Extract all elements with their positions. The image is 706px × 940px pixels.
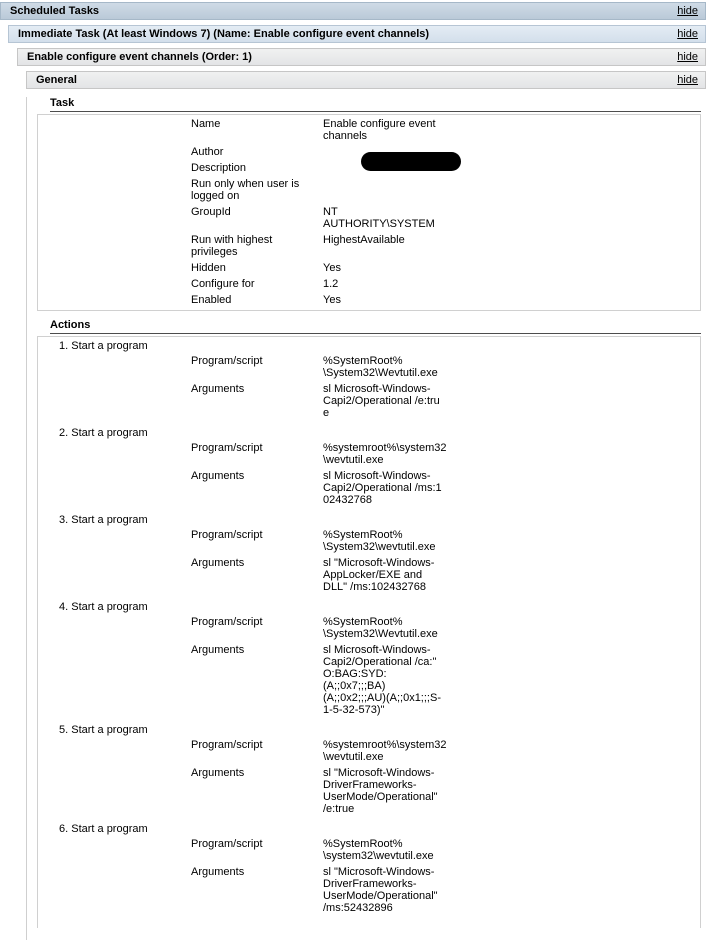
field-label: Run with highest privileges bbox=[191, 234, 273, 258]
field-value bbox=[323, 146, 458, 158]
field-value: NT AUTHORITY\SYSTEM bbox=[323, 206, 435, 230]
action-item bbox=[38, 601, 700, 716]
action-field-row bbox=[38, 383, 700, 419]
field-label: Configure for bbox=[191, 278, 255, 290]
action-item bbox=[38, 514, 700, 593]
field-value bbox=[323, 178, 458, 202]
field-value: sl Microsoft-Windows- Capi2/Operational /e:tru e bbox=[323, 383, 440, 419]
field-label: Arguments bbox=[191, 470, 245, 482]
hide-link-scheduled-tasks[interactable]: hide bbox=[677, 5, 698, 17]
hide-link-task-item[interactable]: hide bbox=[677, 51, 698, 63]
section-bar-general[interactable] bbox=[26, 71, 706, 89]
field-value: sl Microsoft-Windows- Capi2/Operational /ms:1 02432768 bbox=[323, 470, 442, 506]
task-field-row bbox=[38, 262, 700, 274]
action-title: 2. Start a program bbox=[59, 427, 148, 439]
hide-link-immediate-task[interactable]: hide bbox=[677, 28, 698, 40]
field-label: Program/script bbox=[191, 355, 263, 367]
task-properties-box bbox=[37, 114, 701, 311]
action-field-row bbox=[38, 767, 700, 815]
section-title-immediate-task: Immediate Task (At least Windows 7) (Name: Enable configure event channels) bbox=[18, 28, 430, 40]
task-field-row bbox=[38, 234, 700, 258]
field-label: Arguments bbox=[191, 644, 245, 656]
field-label: Arguments bbox=[191, 383, 245, 395]
field-label: Program/script bbox=[191, 739, 263, 751]
general-section-content bbox=[26, 97, 706, 940]
field-label: GroupId bbox=[191, 206, 231, 218]
field-label: Name bbox=[191, 118, 221, 130]
actions-subsection bbox=[37, 319, 701, 928]
section-title-task-item: Enable configure event channels (Order: 1) bbox=[27, 51, 252, 63]
task-heading: Task bbox=[50, 97, 701, 112]
field-label: Program/script bbox=[191, 616, 263, 628]
field-value: %systemroot%\system32 \wevtutil.exe bbox=[323, 442, 447, 466]
action-field-row bbox=[38, 616, 700, 640]
actions-heading: Actions bbox=[50, 319, 701, 334]
action-title: 3. Start a program bbox=[59, 514, 148, 526]
action-title: 6. Start a program bbox=[59, 823, 148, 835]
action-title: 4. Start a program bbox=[59, 601, 148, 613]
task-field-row bbox=[38, 278, 700, 290]
field-value: %SystemRoot% \System32\Wevtutil.exe bbox=[323, 616, 438, 640]
task-field-row bbox=[38, 178, 700, 202]
field-value: sl "Microsoft-Windows- DriverFrameworks- UserMode/Operational" /e:true bbox=[323, 767, 438, 815]
task-field-row bbox=[38, 206, 700, 230]
field-label: Run only when user is logged on bbox=[191, 178, 300, 202]
field-value: %SystemRoot% \System32\wevtutil.exe bbox=[323, 529, 436, 553]
task-field-row bbox=[38, 294, 700, 306]
action-field-row bbox=[38, 529, 700, 553]
action-field-row bbox=[38, 557, 700, 593]
field-value: Enable configure event channels bbox=[323, 118, 436, 142]
field-label: Enabled bbox=[191, 294, 232, 306]
action-field-row bbox=[38, 644, 700, 716]
field-value: 1.2 bbox=[323, 278, 339, 290]
section-bar-immediate-task[interactable] bbox=[8, 25, 706, 43]
field-value: Yes bbox=[323, 262, 341, 274]
field-label: Arguments bbox=[191, 866, 245, 878]
field-value: %SystemRoot% \System32\Wevtutil.exe bbox=[323, 355, 438, 379]
section-bar-scheduled-tasks[interactable] bbox=[0, 2, 706, 20]
section-title-scheduled-tasks: Scheduled Tasks bbox=[10, 5, 100, 17]
field-value: sl Microsoft-Windows- Capi2/Operational /ca:" O:BAG:SYD: (A;;0x7;;;BA) (A;;0x2;;;AU)(A;;0x1;;;S- 1-5-32-573)" bbox=[323, 644, 441, 716]
field-value: sl "Microsoft-Windows- DriverFrameworks- UserMode/Operational" /ms:52432896 bbox=[323, 866, 438, 914]
section-bar-task-item[interactable] bbox=[17, 48, 706, 66]
action-field-row bbox=[38, 355, 700, 379]
field-label: Description bbox=[191, 162, 247, 174]
action-field-row bbox=[38, 866, 700, 914]
action-title: 1. Start a program bbox=[59, 340, 148, 352]
field-label: Hidden bbox=[191, 262, 226, 274]
action-field-row bbox=[38, 739, 700, 763]
action-field-row bbox=[38, 838, 700, 862]
field-label: Program/script bbox=[191, 442, 263, 454]
task-field-row bbox=[38, 118, 700, 142]
field-value: %SystemRoot% \system32\wevtutil.exe bbox=[323, 838, 434, 862]
hide-link-general[interactable]: hide bbox=[677, 74, 698, 86]
field-label: Arguments bbox=[191, 557, 245, 569]
actions-box bbox=[37, 336, 701, 928]
action-field-row bbox=[38, 442, 700, 466]
field-value: Yes bbox=[323, 294, 341, 306]
field-value: %systemroot%\system32 \wevtutil.exe bbox=[323, 739, 447, 763]
field-label: Author bbox=[191, 146, 224, 158]
task-field-row bbox=[38, 146, 700, 158]
field-label: Arguments bbox=[191, 767, 245, 779]
task-subsection bbox=[37, 97, 701, 311]
action-item bbox=[38, 823, 700, 914]
action-field-row bbox=[38, 470, 700, 506]
action-item bbox=[38, 340, 700, 419]
field-value: sl "Microsoft-Windows- AppLocker/EXE and DLL" /ms:102432768 bbox=[323, 557, 435, 593]
field-label: Program/script bbox=[191, 529, 263, 541]
field-value: HighestAvailable bbox=[323, 234, 405, 246]
section-title-general: General bbox=[36, 74, 77, 86]
action-item bbox=[38, 724, 700, 815]
field-label: Program/script bbox=[191, 838, 263, 850]
action-title: 5. Start a program bbox=[59, 724, 148, 736]
action-item bbox=[38, 427, 700, 506]
